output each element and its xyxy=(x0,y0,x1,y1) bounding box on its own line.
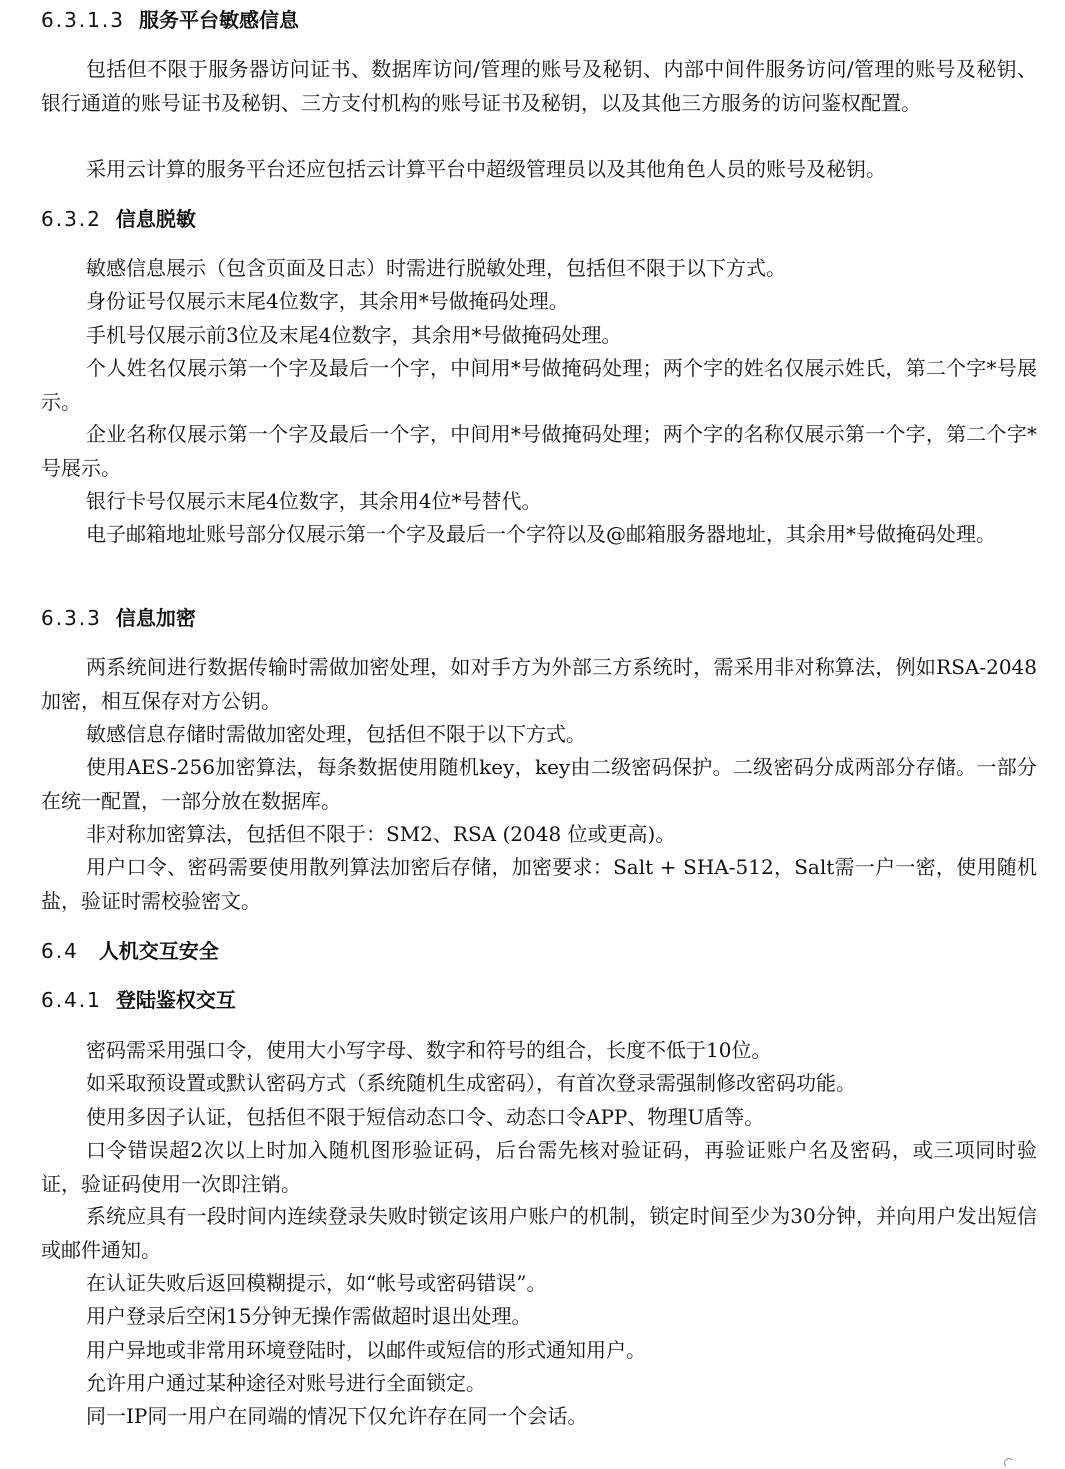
section-heading-6-4-1 xyxy=(41,988,236,1012)
paragraph: 敏感信息存储时需做加密处理，包括但不限于以下方式。 xyxy=(86,722,586,746)
paragraph: 密码需采用强口令，使用大小写字母、数字和符号的组合，长度不低于10位。 xyxy=(86,1038,772,1062)
section-number: 6.3.1.3 xyxy=(41,8,125,32)
section-heading-6-4 xyxy=(41,939,219,963)
paragraph: 手机号仅展示前3位及末尾4位数字，其余用*号做掩码处理。 xyxy=(86,323,622,347)
section-heading-6-3-3 xyxy=(41,606,196,630)
paragraph: 企业名称仅展示第一个字及最后一个字，中间用*号做掩码处理；两个字的名称仅展示第一个字，第二个字*号展示。 xyxy=(41,422,1037,480)
page-corner-mark-icon xyxy=(1004,1458,1014,1468)
paragraph: 允许用户通过某种途径对账号进行全面锁定。 xyxy=(86,1371,486,1395)
paragraph: 银行卡号仅展示末尾4位数字，其余用4位*号替代。 xyxy=(86,489,542,513)
section-number: 6.4 xyxy=(41,939,79,963)
paragraph: 个人姓名仅展示第一个字及最后一个字，中间用*号做掩码处理；两个字的姓名仅展示姓氏，第二个字*号展示。 xyxy=(41,356,1037,414)
section-title: 登陆鉴权交互 xyxy=(115,988,236,1012)
paragraph: 用户口令、密码需要使用散列算法加密后存储，加密要求：Salt + SHA-512，Salt需一户一密，使用随机盐，验证时需校验密文。 xyxy=(41,855,1037,913)
paragraph: 在认证失败后返回模糊提示，如“帐号或密码错误”。 xyxy=(86,1271,547,1295)
paragraph: 敏感信息展示（包含页面及日志）时需进行脱敏处理，包括但不限于以下方式。 xyxy=(86,256,786,280)
paragraph: 同一IP同一用户在同端的情况下仅允许存在同一个会话。 xyxy=(86,1404,588,1428)
paragraph: 采用云计算的服务平台还应包括云计算平台中超级管理员以及其他角色人员的账号及秘钥。 xyxy=(86,157,886,181)
paragraph: 用户登录后空闲15分钟无操作需做超时退出处理。 xyxy=(86,1304,532,1328)
paragraph: 两系统间进行数据传输时需做加密处理，如对手方为外部三方系统时，需采用非对称算法，例如RSA-2048加密，相互保存对方公钥。 xyxy=(41,655,1037,713)
section-number: 6.4.1 xyxy=(41,988,102,1012)
paragraph: 身份证号仅展示末尾4位数字，其余用*号做掩码处理。 xyxy=(86,289,569,313)
section-title: 信息脱敏 xyxy=(115,207,196,231)
paragraph: 用户异地或非常用环境登陆时，以邮件或短信的形式通知用户。 xyxy=(86,1338,646,1362)
section-number: 6.3.2 xyxy=(41,207,102,231)
section-heading-6-3-1-3 xyxy=(41,8,299,32)
paragraph: 电子邮箱地址账号部分仅展示第一个字及最后一个字符以及@邮箱服务器地址，其余用*号做掩码处理。 xyxy=(86,522,996,546)
paragraph: 如采取预设置或默认密码方式（系统随机生成密码），有首次登录需强制修改密码功能。 xyxy=(86,1071,856,1095)
section-number: 6.3.3 xyxy=(41,606,102,630)
paragraph: 使用多因子认证，包括但不限于短信动态口令、动态口令APP、物理U盾等。 xyxy=(86,1105,765,1129)
paragraph: 包括但不限于服务器访问证书、数据库访问/管理的账号及秘钥、内部中间件服务访问/管理的账号及秘钥、银行通道的账号证书及秘钥、三方支付机构的账号证书及秘钥，以及其他三方服务的访问鉴权配置。 xyxy=(41,57,1037,115)
section-title: 人机交互安全 xyxy=(98,939,219,963)
section-heading-6-3-2 xyxy=(41,207,196,231)
section-title: 服务平台敏感信息 xyxy=(138,8,299,32)
section-title: 信息加密 xyxy=(115,606,196,630)
paragraph: 使用AES-256加密算法，每条数据使用随机key，key由二级密码保护。二级密码分成两部分存储。一部分在统一配置，一部分放在数据库。 xyxy=(41,755,1037,813)
paragraph: 系统应具有一段时间内连续登录失败时锁定该用户账户的机制，锁定时间至少为30分钟，并向用户发出短信或邮件通知。 xyxy=(41,1204,1037,1262)
paragraph: 非对称加密算法，包括但不限于：SM2、RSA (2048 位或更高)。 xyxy=(86,822,676,846)
paragraph: 口令错误超2次以上时加入随机图形验证码，后台需先核对验证码，再验证账户名及密码，或三项同时验证，验证码使用一次即注销。 xyxy=(41,1138,1037,1196)
